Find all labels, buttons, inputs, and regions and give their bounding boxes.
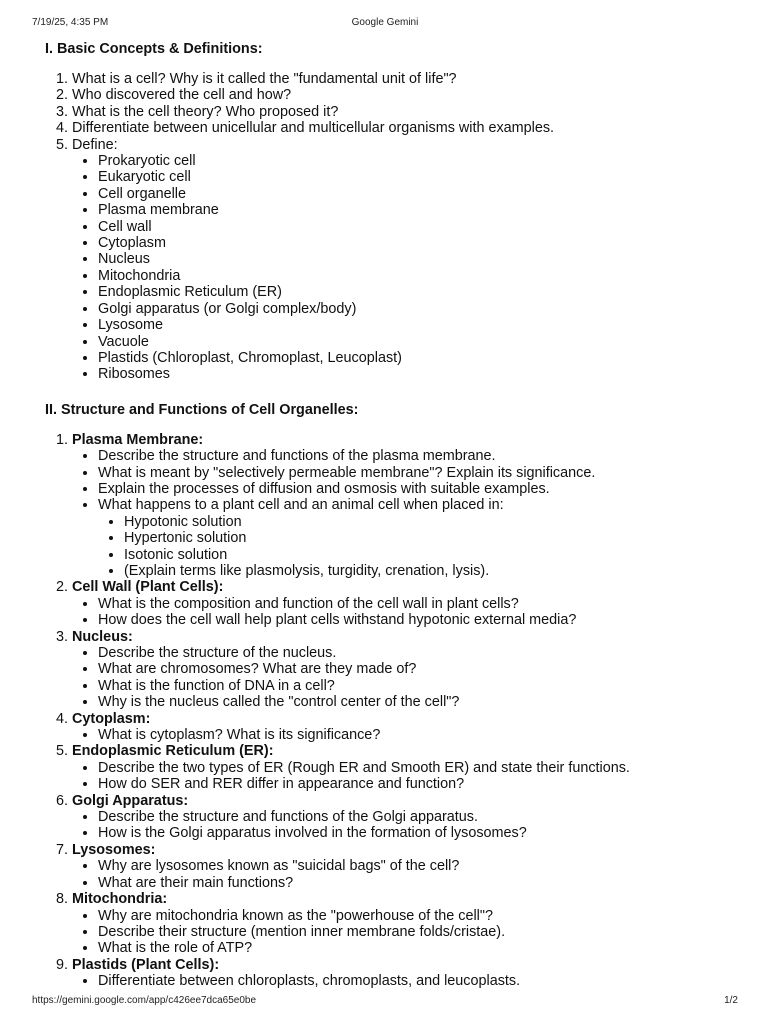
organelle-points xyxy=(72,908,738,957)
list-item xyxy=(98,497,738,579)
organelle-title: Mitochondria: xyxy=(72,891,168,908)
define-term: • Nucleus xyxy=(98,251,738,267)
list-item: • (Explain terms like plasmolysis, turgidity, crenation, lysis). xyxy=(124,563,738,579)
define-term: • Vacuole xyxy=(98,334,738,350)
define-term: • Ribosomes xyxy=(98,366,738,382)
list-item: • What is meant by "selectively permeable membrane"? Explain its significance. xyxy=(98,465,738,481)
define-term: • Eukaryotic cell xyxy=(98,169,738,185)
organelle-item-er xyxy=(72,743,738,792)
organelle-points xyxy=(72,973,738,989)
solution-types-list xyxy=(98,514,738,580)
list-item: • Describe their structure (mention inner membrane folds/cristae). xyxy=(98,924,738,940)
organelle-points xyxy=(72,645,738,711)
define-term: • Mitochondria xyxy=(98,268,738,284)
organelle-item-lysosomes xyxy=(72,842,738,891)
organelle-title: Nucleus: xyxy=(72,628,133,645)
organelle-item-plastids xyxy=(72,957,738,990)
organelle-points xyxy=(72,727,738,743)
organelle-title: Lysosomes: xyxy=(72,841,156,858)
define-term: • Cell organelle xyxy=(98,186,738,202)
organelle-item-cytoplasm xyxy=(72,711,738,744)
question-text: What is the cell theory? Who proposed it? xyxy=(72,103,339,120)
question-text: Define: xyxy=(72,136,118,153)
basic-concepts-list xyxy=(45,71,738,383)
print-datetime: 7/19/25, 4:35 PM xyxy=(32,17,109,28)
list-item xyxy=(72,120,738,136)
list-item: • Describe the structure and functions of the Golgi apparatus. xyxy=(98,809,738,825)
print-header xyxy=(32,16,738,30)
document-content xyxy=(45,38,738,990)
organelles-list xyxy=(45,432,738,990)
organelle-title: Plastids (Plant Cells): xyxy=(72,956,220,973)
list-item: • Describe the structure and functions of the plasma membrane. xyxy=(98,448,738,464)
list-item: • Explain the processes of diffusion and osmosis with suitable examples. xyxy=(98,481,738,497)
define-term: • Cell wall xyxy=(98,219,738,235)
list-item: • Hypotonic solution xyxy=(124,514,738,530)
question-text: What is a cell? Why is it called the "fundamental unit of life"? xyxy=(72,71,457,87)
define-term: • Cytoplasm xyxy=(98,235,738,251)
define-term: • Prokaryotic cell xyxy=(98,153,738,169)
list-item: • Why are lysosomes known as "suicidal bags" of the cell? xyxy=(98,858,738,874)
list-item xyxy=(72,137,738,383)
list-item: • What are their main functions? xyxy=(98,875,738,891)
list-item: • How does the cell wall help plant cells withstand hypotonic external media? xyxy=(98,612,738,628)
question-text: Who discovered the cell and how? xyxy=(72,87,292,104)
list-item: • Describe the structure of the nucleus. xyxy=(98,645,738,661)
print-footer xyxy=(32,994,738,1008)
organelle-points xyxy=(72,448,738,579)
list-item: • Why is the nucleus called the "control center of the cell"? xyxy=(98,694,738,710)
list-item: • Isotonic solution xyxy=(124,547,738,563)
list-item xyxy=(72,87,738,103)
point-text: What happens to a plant cell and an animal cell when placed in: xyxy=(98,497,504,514)
list-item: • How is the Golgi apparatus involved in the formation of lysosomes? xyxy=(98,825,738,841)
define-term: • Golgi apparatus (or Golgi complex/body) xyxy=(98,301,738,317)
print-page-title: Google Gemini xyxy=(351,17,419,28)
print-url: https://gemini.google.com/app/c426ee7dca65e0be xyxy=(32,995,257,1006)
list-item xyxy=(72,104,738,120)
define-term: • Plastids (Chloroplast, Chromoplast, Leucoplast) xyxy=(98,350,738,366)
organelle-title: Cell Wall (Plant Cells): xyxy=(72,579,224,596)
list-item: • What is the function of DNA in a cell? xyxy=(98,678,738,694)
organelle-item-mitochondria xyxy=(72,891,738,957)
organelle-title: Plasma Membrane: xyxy=(72,431,204,448)
organelle-item-cell-wall xyxy=(72,579,738,628)
list-item: • What is cytoplasm? What is its significance? xyxy=(98,727,738,743)
section-heading-basic-concepts: I. Basic Concepts & Definitions: xyxy=(45,41,263,57)
organelle-title: Golgi Apparatus: xyxy=(72,792,189,809)
list-item: • Differentiate between chloroplasts, chromoplasts, and leucoplasts. xyxy=(98,973,738,989)
organelle-title: Endoplasmic Reticulum (ER): xyxy=(72,743,274,760)
list-item xyxy=(72,71,738,87)
list-item: • How do SER and RER differ in appearance and function? xyxy=(98,776,738,792)
section-heading-organelles: II. Structure and Functions of Cell Organelles: xyxy=(45,401,359,418)
list-item: • What is the role of ATP? xyxy=(98,940,738,956)
page-number: 1/2 xyxy=(724,995,738,1006)
organelle-item-golgi xyxy=(72,793,738,842)
question-text: Differentiate between unicellular and multicellular organisms with examples. xyxy=(72,120,555,137)
organelle-title: Cytoplasm: xyxy=(72,710,151,727)
organelle-points xyxy=(72,760,738,793)
organelle-points xyxy=(72,596,738,629)
organelle-points xyxy=(72,858,738,891)
list-item: • Hypertonic solution xyxy=(124,530,738,546)
define-terms-list xyxy=(72,153,738,383)
define-term: • Endoplasmic Reticulum (ER) xyxy=(98,284,738,300)
organelle-points xyxy=(72,809,738,842)
list-item: • What is the composition and function of the cell wall in plant cells? xyxy=(98,596,738,612)
define-term: • Lysosome xyxy=(98,317,738,333)
list-item: • What are chromosomes? What are they made of? xyxy=(98,661,738,677)
define-term: • Plasma membrane xyxy=(98,202,738,218)
organelle-item-plasma-membrane xyxy=(72,432,738,580)
list-item: • Why are mitochondria known as the "powerhouse of the cell"? xyxy=(98,908,738,924)
list-item: • Describe the two types of ER (Rough ER and Smooth ER) and state their functions. xyxy=(98,760,738,776)
organelle-item-nucleus xyxy=(72,629,738,711)
